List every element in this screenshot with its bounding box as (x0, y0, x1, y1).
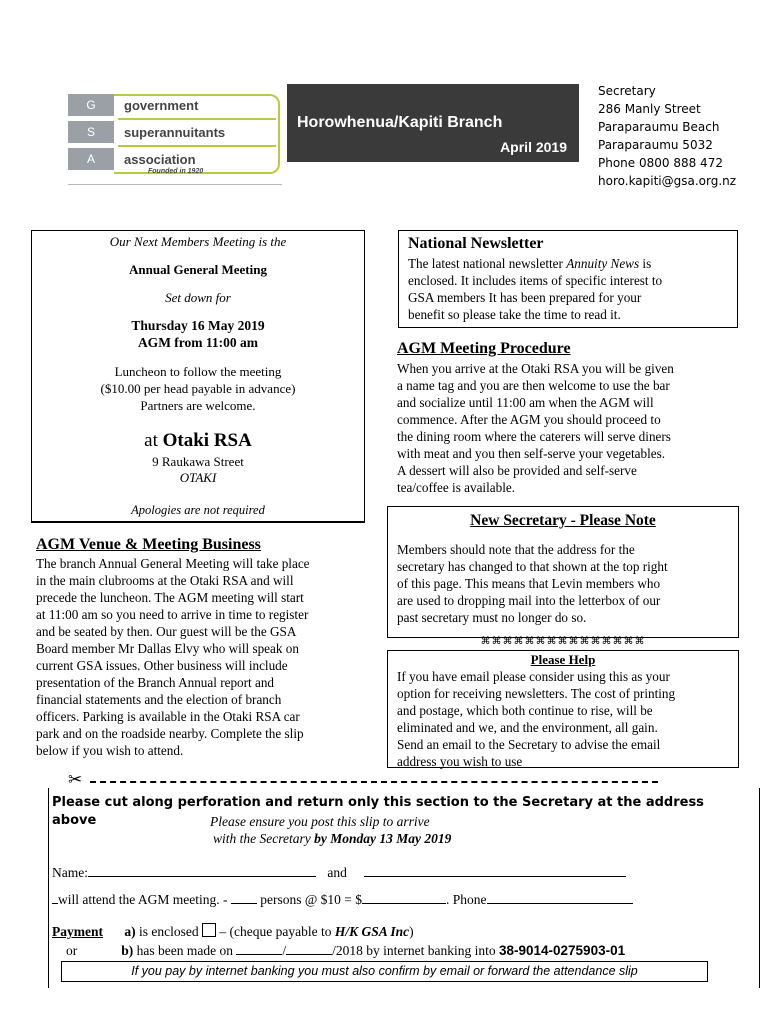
procedure-section: AGM Meeting Procedure When you arrive at the Otaki RSA you will be given a name tag and you are then welcome to use the bar and socialize until 11:00 am when the AGM will commence. After the AGM you should proceed to the dining room where the caterers will serve diners with meat and you then self-serve your vegetables. A dessert will also be provided and self-serve tea/coffee is available. (397, 340, 737, 496)
divider-symbols: ⌘⌘⌘⌘⌘⌘⌘⌘⌘⌘⌘⌘⌘⌘⌘ (480, 636, 646, 647)
branch-title: Horowhenua/Kapiti Branch (297, 114, 503, 131)
secretary-email: horo.kapiti@gsa.org.nz (598, 174, 737, 188)
name-label: Name: (52, 865, 88, 880)
amount-field[interactable] (362, 903, 446, 904)
venue-heading: at Otaki RSA (144, 430, 252, 451)
meeting-title: Annual General Meeting (129, 262, 267, 277)
procedure-heading: AGM Meeting Procedure (397, 340, 571, 357)
newsletter-date: April 2019 (500, 139, 567, 155)
secretary-note-heading: New Secretary - Please Note (470, 512, 656, 529)
gsa-logo (68, 94, 280, 178)
newsletter-box: National Newsletter The latest national newsletter Annuity News is enclosed. It includes items of specific interest to GSA members It has been prepared for your benefit so please take the time to read it. (398, 230, 738, 328)
logo-letter-s: S (68, 121, 114, 143)
help-box: Please Help If you have email please consider using this as your option for receiving newsletters. The cost of printing and postage, which both continue to rise, will be eliminated and we, and the environment, all gain. Send an email to the Secretary to advise the email address you wish to use (387, 650, 739, 768)
month-field[interactable] (286, 954, 332, 955)
newsletter-heading: National Newsletter (408, 235, 544, 252)
cut-instruction: Please cut along perforation and return only this section to the Secretary at the address (52, 795, 704, 810)
logo-founded: Founded in 1920 (148, 168, 204, 175)
payment-label: Payment (52, 924, 103, 939)
secretary-note-box: New Secretary - Please Note Members should note that the address for the secretary has changed to that shown at the top right of this page. This means that Levin members who are used to dropping mail into the letterbox of our past secretary must no longer do so. (387, 506, 739, 638)
logo-letter-g: G (68, 94, 114, 116)
secretary-address: Secretary 286 Manly Street Paraparaumu Beach Paraparaumu 5032 Phone 0800 888 472 horo.kapiti@gsa.org.nz (598, 84, 737, 188)
logo-letter-a: A (68, 148, 114, 170)
meeting-date: Thursday 16 May 2019 (131, 318, 265, 333)
header-banner (287, 84, 579, 162)
meeting-box: Our Next Members Meeting is the Annual General Meeting Set down for Thursday 16 May 2019 AGM from 11:00 am Luncheon to follow the meeting ($10.00 per head payable in advance) Partners are welcome. at Otaki RSA 9 Raukawa Street OTAKI Apologies are not required (31, 230, 365, 523)
logo-word-superannuitants: superannuitants (124, 125, 226, 140)
phone-field[interactable] (487, 903, 633, 904)
logo-word-government: government (124, 98, 199, 113)
internet-banking-note: If you pay by internet banking you must also confirm by email or forward the attendance slip (61, 961, 708, 982)
venue-section-heading: AGM Venue & Meeting Business (36, 536, 261, 553)
logo-word-association: association (124, 152, 196, 167)
venue-section-body: The branch Annual General Meeting will take place in the main clubrooms at the Otaki RSA and will precede the luncheon. The AGM meeting will start at 11:00 am so you need to arrive in time to register and be seated by then. Our guest will be the GSA Board member Mr Dallas Elvy who will speak on current GSA issues. Other business will include presentation of the Branch Annual report and financial statements and the election of branch officers. Parking is available in the Otaki RSA car park and on the roadside nearby. Complete the slip below if you wish to attend. (36, 556, 310, 758)
name-row: Name: and (52, 865, 626, 881)
perforation-line (90, 781, 658, 783)
bank-account: 38-9014-0275903-01 (498, 943, 626, 958)
payment-row-b: or b) has been made on / /2018 by internet banking into 38-9014-0275903-01 (66, 943, 626, 958)
day-field[interactable] (236, 954, 282, 955)
meeting-time: AGM from 11:00 am (137, 335, 259, 350)
name-field-2[interactable] (364, 876, 626, 877)
persons-field[interactable] (231, 903, 257, 904)
payment-row-a: Payment a) is enclosed – (cheque payable to H/K GSA Inc) (52, 924, 414, 939)
attend-row: will attend the AGM meeting. - persons @ $10 = $ . Phone (52, 892, 633, 908)
help-heading: Please Help (530, 652, 596, 667)
enclosed-checkbox[interactable] (202, 923, 216, 937)
venue-section (36, 536, 366, 759)
scissors-icon: ✂ (68, 770, 83, 789)
apologies-note: Apologies are not required (131, 503, 265, 517)
post-deadline: by Monday 13 May 2019 (314, 831, 452, 846)
name-field-1[interactable] (88, 876, 316, 877)
